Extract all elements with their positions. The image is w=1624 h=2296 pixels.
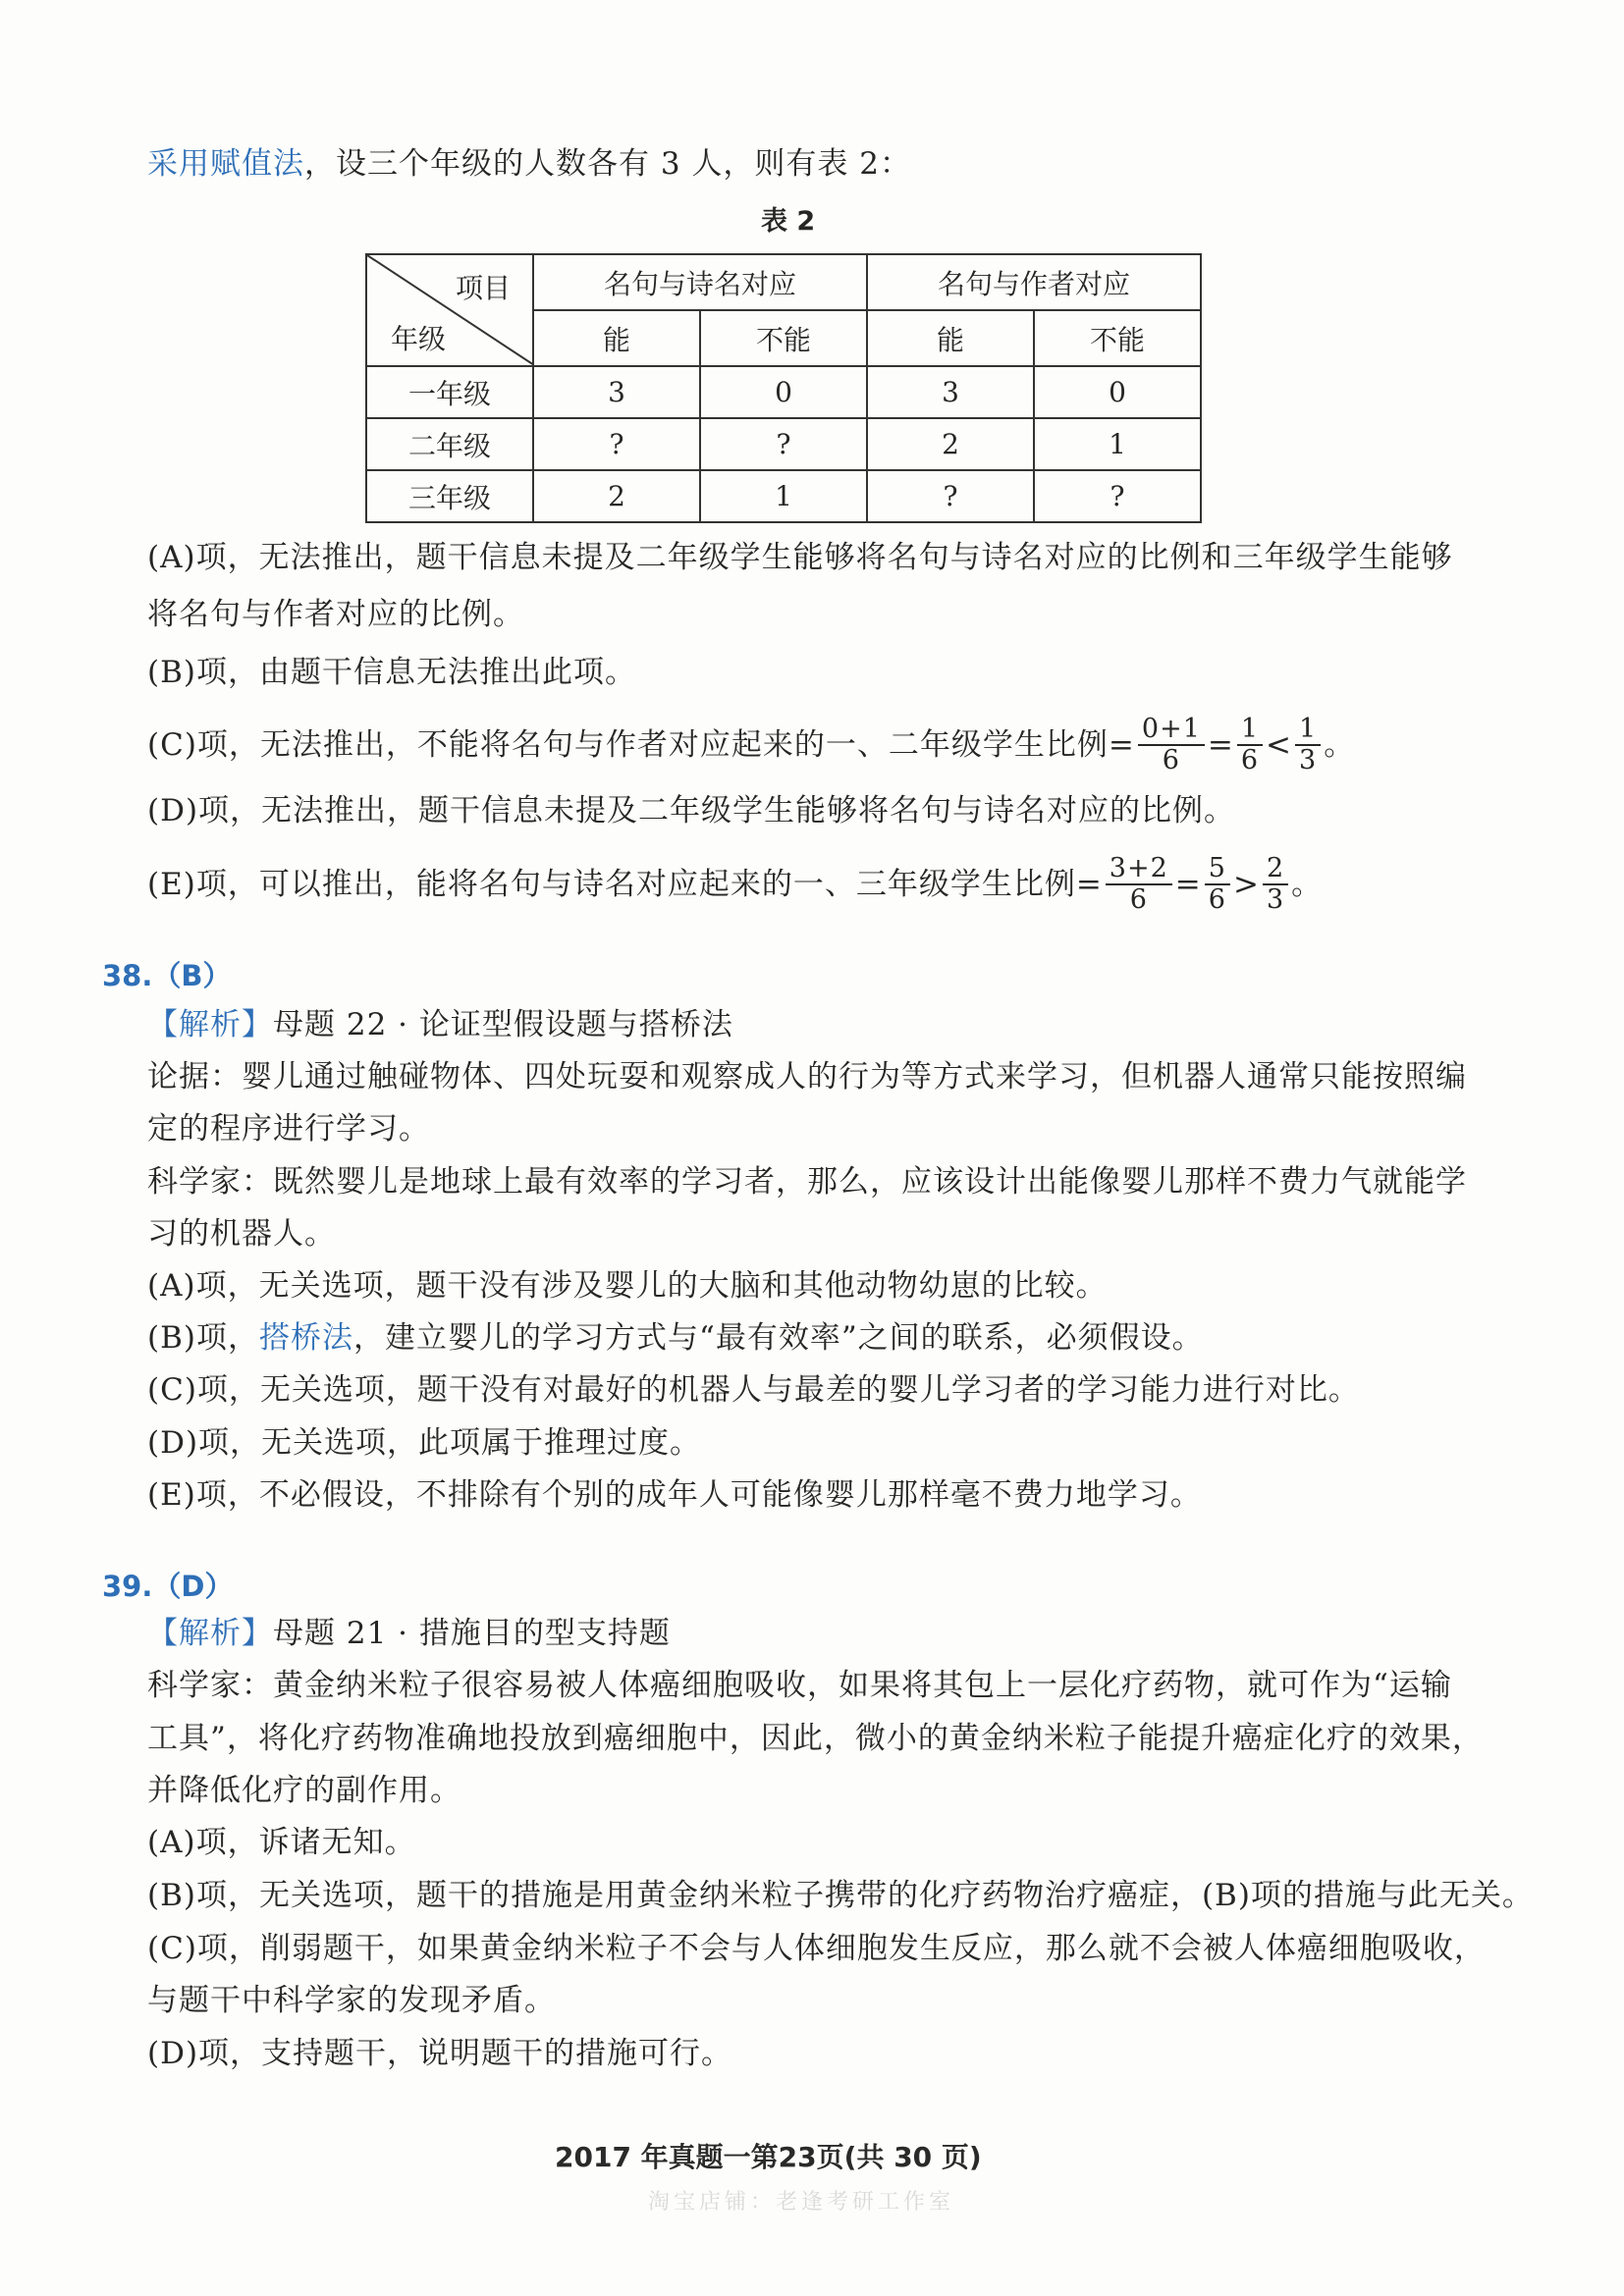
corner-label-item: 项目: [455, 272, 511, 304]
option-b-prefix: (B)项，: [147, 1320, 259, 1356]
q39-option-c-line1: (C)项，削弱题干，如果黄金纳米粒子不会与人体细胞发生反应，那么就不会被人体癌细胞吸收，: [147, 1931, 1486, 1966]
q39-option-b: (B)项，无关选项，题干的措施是用黄金纳米粒子携带的化疗药物治疗癌症，(B)项的措施与此无关。: [147, 1878, 1534, 1913]
table-cell: 2: [867, 418, 1034, 470]
q38-premise-line2: 定的程序进行学习。: [147, 1111, 430, 1147]
table-cell: ?: [1034, 470, 1201, 522]
option-b-text: ，建立婴儿的学习方式与“最有效率”之间的联系，必须假设。: [352, 1320, 1204, 1356]
q39-option-c-line2: 与题干中科学家的发现矛盾。: [147, 1983, 556, 2018]
data-table: [365, 253, 1202, 523]
table-row: [366, 470, 1201, 522]
page-footer: 2017 年真题一第23页(共 30 页): [555, 2141, 982, 2173]
fraction-denominator: 6: [1162, 745, 1180, 775]
option-c-text: (C)项，无法推出，不能将名句与作者对应起来的一、二年级学生比例=: [147, 727, 1135, 763]
fraction-numerator: 1: [1295, 715, 1321, 746]
fraction: [1106, 854, 1172, 915]
analysis-topic: 母题 22 · 论证型假设题与搭桥法: [273, 1007, 733, 1042]
q38-conclusion-line1: 科学家：既然婴儿是地球上最有效率的学习者，那么，应该设计出能像婴儿那样不费力气就能学: [147, 1164, 1467, 1200]
fraction: [1263, 854, 1288, 915]
table-cell: 3: [533, 366, 700, 418]
period: 。: [1324, 727, 1356, 763]
watermark-text: 淘宝店铺：老逢考研工作室: [648, 2190, 955, 2215]
q39-premise-line2: 工具”，将化疗药物准确地投放到癌细胞中，因此，微小的黄金纳米粒子能提升癌症化疗的效果，: [147, 1721, 1484, 1756]
table-cell: 0: [700, 366, 867, 418]
table-cell: ?: [533, 418, 700, 470]
period: 。: [1291, 867, 1324, 902]
analysis-topic: 母题 21 · 措施目的型支持题: [273, 1616, 671, 1651]
intro-method: 采用赋值法: [147, 146, 304, 182]
table-row: [366, 366, 1201, 418]
sub-header: 不能: [1034, 310, 1201, 366]
analysis-tag: 【解析】: [147, 1616, 273, 1651]
fraction-denominator: 6: [1240, 745, 1260, 775]
fraction-denominator: 6: [1129, 884, 1148, 915]
q38-option-c: (C)项，无关选项，题干没有对最好的机器人与最差的婴儿学习者的学习能力进行对比。: [147, 1372, 1360, 1408]
sub-header: 不能: [700, 310, 867, 366]
equals-sign: =: [1207, 727, 1234, 763]
q37-option-d: (D)项，无法推出，题干信息未提及二年级学生能够将名句与诗名对应的比例。: [147, 793, 1236, 828]
row-label: 三年级: [366, 470, 533, 522]
less-than-sign: <: [1266, 727, 1293, 763]
question-38-header: 38.（B）: [102, 959, 232, 992]
q37-option-a-line2: 将名句与作者对应的比例。: [147, 597, 524, 632]
sub-header: 能: [867, 310, 1034, 366]
analysis-tag: 【解析】: [147, 1007, 273, 1042]
table-cell: 1: [700, 470, 867, 522]
q37-option-c: [147, 715, 1355, 775]
table-corner-cell: [366, 254, 533, 366]
corner-label-grade: 年级: [391, 323, 447, 355]
row-label: 二年级: [366, 418, 533, 470]
q38-analysis-heading: [147, 1005, 733, 1044]
q37-option-e: [147, 854, 1323, 915]
fraction: [1295, 715, 1321, 775]
fraction-numerator: 1: [1237, 715, 1263, 746]
option-e-text: (E)项，可以推出，能将名句与诗名对应起来的一、三年级学生比例=: [147, 867, 1103, 902]
table-row: [366, 418, 1201, 470]
fraction-numerator: 5: [1205, 854, 1230, 885]
fraction-denominator: 3: [1266, 884, 1285, 915]
table-cell: 3: [867, 366, 1034, 418]
row-label: 一年级: [366, 366, 533, 418]
equals-sign: =: [1174, 867, 1202, 902]
fraction-denominator: 3: [1299, 745, 1318, 775]
q39-premise-line3: 并降低化疗的副作用。: [147, 1773, 461, 1808]
fraction: [1237, 715, 1263, 775]
fraction-numerator: 3+2: [1106, 854, 1172, 885]
fraction-numerator: 2: [1263, 854, 1288, 885]
q39-option-a: (A)项，诉诸无知。: [147, 1825, 416, 1860]
table-title: 表 2: [761, 206, 816, 237]
fraction: [1138, 715, 1205, 775]
q38-premise-line1: 论据：婴儿通过触碰物体、四处玩耍和观察成人的行为等方式来学习，但机器人通常只能按照编: [147, 1059, 1467, 1095]
q39-analysis-heading: [147, 1614, 671, 1653]
fraction: [1205, 854, 1230, 915]
fraction-numerator: 0+1: [1138, 715, 1205, 746]
q38-option-a: (A)项，无关选项，题干没有涉及婴儿的大脑和其他动物幼崽的比较。: [147, 1268, 1108, 1304]
table-cell: ?: [867, 470, 1034, 522]
question-39-header: 39.（D）: [102, 1570, 234, 1603]
q39-option-d: (D)项，支持题干，说明题干的措施可行。: [147, 2036, 733, 2071]
group-header-author: 名句与作者对应: [867, 254, 1201, 310]
table-cell: 0: [1034, 366, 1201, 418]
q37-option-b: (B)项，由题干信息无法推出此项。: [147, 655, 636, 690]
intro-text: ，设三个年级的人数各有 3 人，则有表 2：: [304, 146, 912, 182]
group-header-poem-title: 名句与诗名对应: [533, 254, 867, 310]
q37-option-a-line1: (A)项，无法推出，题干信息未提及二年级学生能够将名句与诗名对应的比例和三年级学生能够: [147, 540, 1453, 575]
greater-than-sign: >: [1232, 867, 1260, 902]
intro-line: [147, 144, 911, 184]
q38-conclusion-line2: 习的机器人。: [147, 1216, 336, 1252]
sub-header: 能: [533, 310, 700, 366]
q38-option-d: (D)项，无关选项，此项属于推理过度。: [147, 1425, 702, 1461]
table-cell: 2: [533, 470, 700, 522]
table-cell: ?: [700, 418, 867, 470]
table-cell: 1: [1034, 418, 1201, 470]
fraction-denominator: 6: [1208, 884, 1226, 915]
bridge-method-term: 搭桥法: [258, 1320, 353, 1356]
q39-premise-line1: 科学家：黄金纳米粒子很容易被人体癌细胞吸收，如果将其包上一层化疗药物，就可作为“运输: [147, 1668, 1452, 1703]
q38-option-b: [147, 1318, 1204, 1358]
q38-option-e: (E)项，不必假设，不排除有个别的成年人可能像婴儿那样毫不费力地学习。: [147, 1477, 1202, 1513]
